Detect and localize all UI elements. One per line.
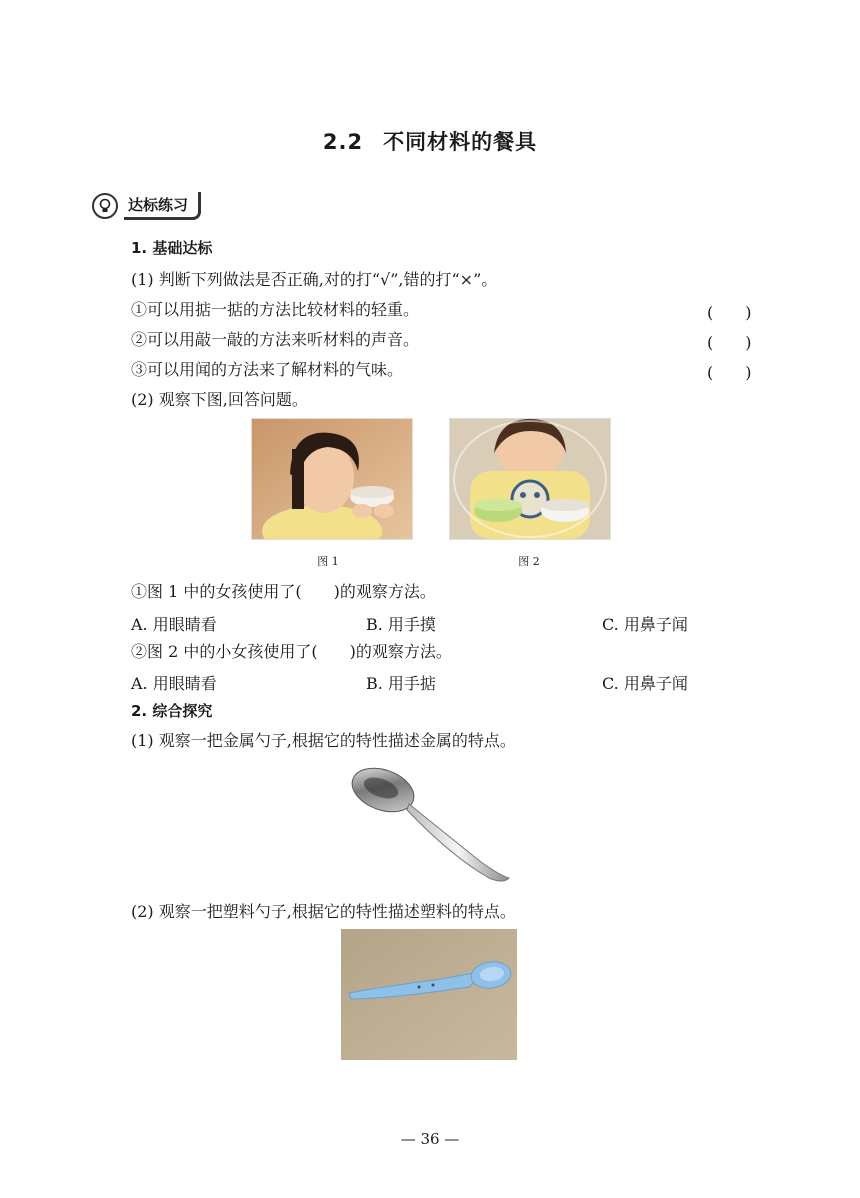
q1-item-3: ③可以用闻的方法来了解材料的气味。 — [131, 360, 404, 379]
q1-item-1: ①可以用掂一掂的方法比较材料的轻重。 — [131, 300, 420, 319]
figure-2-photo — [449, 418, 611, 540]
sub2-option-b[interactable]: B. 用手掂 — [366, 674, 436, 693]
page-number: — 36 — — [400, 1130, 460, 1148]
sub1-option-a[interactable]: A. 用眼睛看 — [131, 615, 217, 634]
section-banner-label: 达标练习 — [124, 192, 201, 220]
figure-2-caption: 图 2 — [518, 555, 540, 568]
figure-1-caption: 图 1 — [317, 555, 339, 568]
q2-stem: (2) 观察下图,回答问题。 — [131, 390, 308, 409]
page-title — [0, 126, 860, 156]
q1-item-2: ②可以用敲一敲的方法来听材料的声音。 — [131, 330, 420, 349]
figure-1-photo — [251, 418, 413, 540]
q2-sub1: ①图 1 中的女孩使用了( )的观察方法。 — [131, 582, 436, 601]
title-text: 不同材料的餐具 — [383, 130, 538, 154]
part2-q1: (1) 观察一把金属勺子,根据它的特性描述金属的特点。 — [131, 731, 516, 750]
answer-blank-2[interactable]: ( ) — [707, 333, 752, 352]
part2-heading: 2. 综合探究 — [131, 702, 213, 720]
q2-sub2: ②图 2 中的小女孩使用了( )的观察方法。 — [131, 642, 452, 661]
sub2-option-a[interactable]: A. 用眼睛看 — [131, 674, 217, 693]
sub1-option-b[interactable]: B. 用手摸 — [366, 615, 436, 634]
metal-spoon-photo — [341, 760, 517, 888]
sub2-option-c[interactable]: C. 用鼻子闻 — [602, 674, 688, 693]
sub1-option-c[interactable]: C. 用鼻子闻 — [602, 615, 688, 634]
lightbulb-icon — [92, 193, 118, 219]
part1-heading: 1. 基础达标 — [131, 239, 213, 257]
answer-blank-3[interactable]: ( ) — [707, 363, 752, 382]
q1-stem: (1) 判断下列做法是否正确,对的打“√”,错的打“×”。 — [131, 270, 498, 289]
plastic-spoon-photo — [341, 929, 517, 1060]
part2-q2: (2) 观察一把塑料勺子,根据它的特性描述塑料的特点。 — [131, 902, 516, 921]
answer-blank-1[interactable]: ( ) — [707, 303, 752, 322]
title-number: 2.2 — [322, 130, 364, 154]
section-banner — [92, 191, 201, 221]
